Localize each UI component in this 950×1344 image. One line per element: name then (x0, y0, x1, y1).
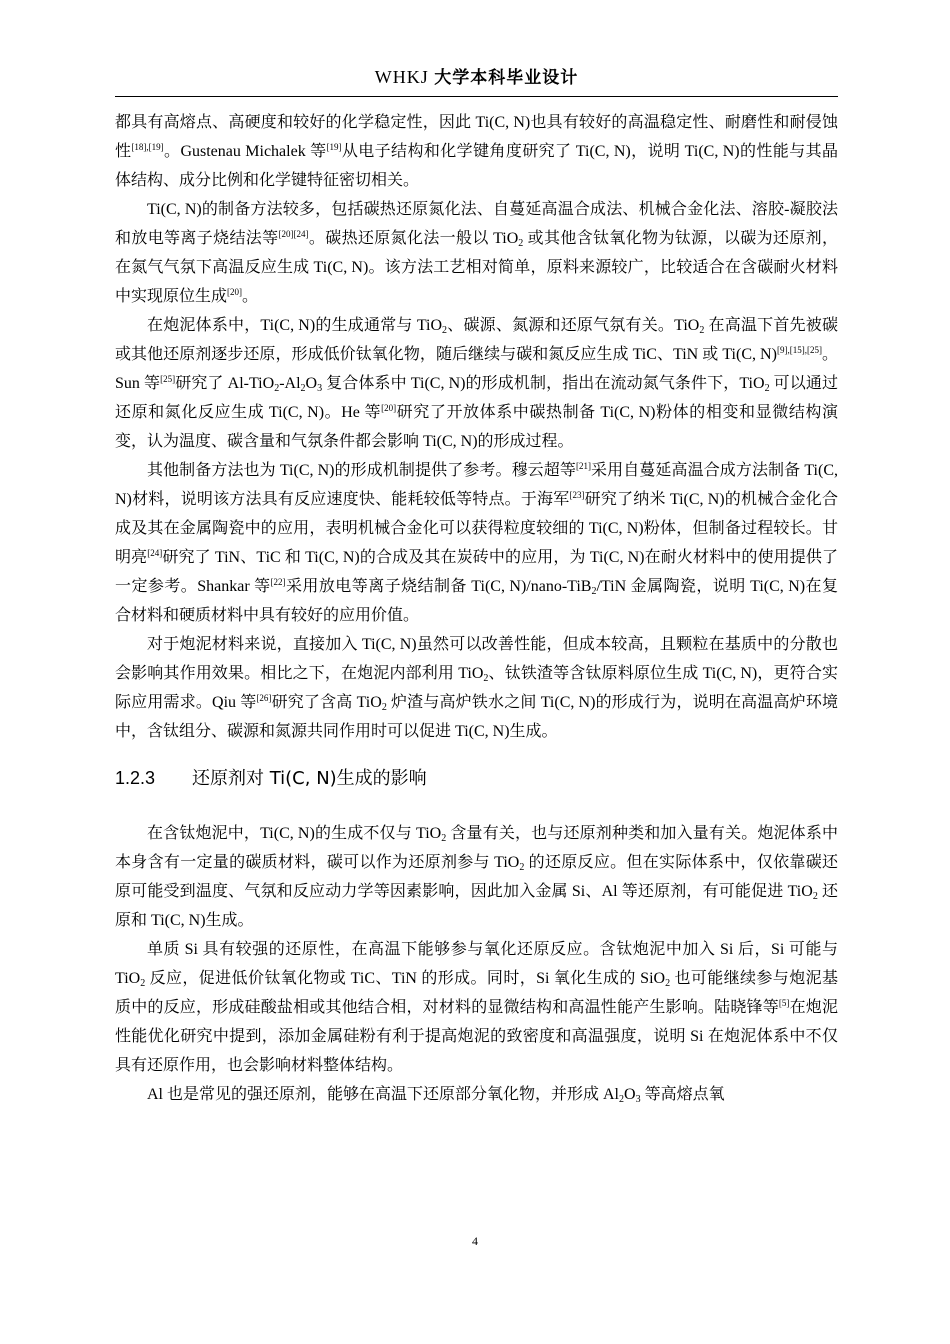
paragraph (115, 935, 838, 1080)
text-run: Al 也是常见的强还原剂，能够在高温下还原部分氧化物，并形成 Al (147, 1086, 620, 1103)
subscript: 2 (665, 978, 671, 989)
section-heading (115, 764, 838, 793)
header-org: WHKJ (374, 67, 429, 87)
text-run: 。碳热还原氮化法一般以 TiO (308, 230, 519, 247)
text-run: 研究了开放体系中碳热制备 Ti(C, N)粉体的相变和显微结构演变，认为温度、碳含量和气氛条件都会影响 Ti(C, N)的形成过程。 (115, 404, 838, 450)
text-run: O (624, 1086, 636, 1103)
paragraph (115, 456, 838, 630)
text-run: 还原和 Ti(C, N)生成。 (115, 883, 838, 929)
text-run: 都具有高熔点、高硬度和较好的化学稳定性，因此 Ti(C, N)也具有较好的高温稳定性、耐磨性和耐侵蚀性 (115, 114, 838, 160)
citation: [20][24] (278, 229, 309, 239)
text-run: 等高熔点氧 (640, 1086, 725, 1103)
subscript: 2 (812, 891, 818, 902)
text-run: 单质 Si 具有较强的还原性，在高温下能够参与氧化还原反应。含钛炮泥中加入 Si 后，Si 可能与 TiO (115, 941, 838, 987)
citation: [26] (256, 693, 272, 703)
text-run: 研究了 TiN、TiC 和 Ti(C, N)的合成及其在炭砖中的应用，为 Ti(C, N)在耐火材料中的使用提供了一定参考。Shankar 等 (115, 549, 838, 595)
subscript: 2 (591, 586, 597, 597)
citation: [19] (326, 142, 342, 152)
text-run: 、钛铁渣等含钛原料原位生成 Ti(C, N)，更符合实际应用需求。Qiu 等 (115, 665, 838, 711)
subscript: 2 (699, 325, 705, 336)
body-text (115, 108, 838, 1109)
text-run: 复合体系中 Ti(C, N)的形成机制，指出在流动氮气条件下，TiO (322, 375, 765, 392)
citation: [25] (160, 374, 176, 384)
subscript: 2 (519, 862, 525, 873)
paragraph (115, 195, 838, 311)
text-run: 研究了 Al-TiO (175, 375, 275, 392)
subscript: 2 (381, 702, 387, 713)
subscript: 2 (518, 238, 524, 249)
citation: [24] (147, 548, 163, 558)
text-run: 。Gustenau Michalek 等 (163, 143, 327, 160)
text-run: 采用放电等离子烧结制备 Ti(C, N)/nano-TiB (285, 578, 592, 595)
text-run: 在炮泥体系中，Ti(C, N)的生成通常与 TiO (147, 317, 443, 334)
citation: [18],[19] (131, 142, 164, 152)
subscript: 2 (140, 978, 146, 989)
text-run: 研究了纳米 Ti(C, N)的机械合金化合成及其在金属陶瓷中的应用，表明机械合金化可以获得粒度较细的 Ti(C, N)粉体，但制备过程较长。甘明亮 (115, 491, 838, 566)
citation: [9],[15],[25] (776, 345, 822, 355)
text-run: -Al (279, 375, 301, 392)
text-run: 反应，促进低价钛氧化物或 TiC、TiN 的形成。同时，Si 氧化生成的 SiO (145, 970, 666, 987)
text-run: 的还原反应。但在实际体系中，仅依靠碳还原可能受到温度、气氛和反应动力学等因素影响，因此加入金属 Si、Al 等还原剂，有可能促进 TiO (115, 854, 838, 900)
page-header (115, 64, 838, 91)
text-run: /TiN 金属陶瓷，说明 Ti(C, N)在复合材料和硬质材料中具有较好的应用价值。 (115, 578, 838, 624)
subscript: 2 (441, 833, 447, 844)
section-number: 1.2.3 (115, 768, 156, 788)
subscript: 2 (274, 383, 280, 394)
section-title: 还原剂对 Ti(C, N)生成的影响 (192, 768, 427, 789)
text-run: 含量有关，也与还原剂种类和加入量有关。炮泥体系中本身含有一定量的碳质材料，碳可以作为还原剂参与 TiO (115, 825, 838, 871)
text-run: 研究了含高 TiO (271, 694, 382, 711)
subscript: 2 (483, 673, 489, 684)
paragraph (115, 819, 838, 935)
text-run: 、碳源、氮源和还原气氛有关。TiO (447, 317, 700, 334)
text-run: 也可能继续参与炮泥基质中的反应，形成硅酸盐相或其他结合相，对材料的显微结构和高温性能产生影响。陆晓锋等 (115, 970, 838, 1016)
citation: [22] (270, 577, 286, 587)
text-run: 在高温下首先被碳或其他还原剂逐步还原，形成低价钛氧化物，随后继续与碳和氮反应生成 TiC、TiN 或 Ti(C, N) (115, 317, 838, 363)
text-run: 。Sun 等 (115, 346, 838, 392)
page-number: 4 (472, 1234, 478, 1248)
subscript: 2 (442, 325, 448, 336)
subscript: 2 (764, 383, 770, 394)
subscript: 3 (317, 383, 323, 394)
text-run: 在含钛炮泥中，Ti(C, N)的生成不仅与 TiO (147, 825, 442, 842)
subscript: 2 (300, 383, 306, 394)
text-run: 采用自蔓延高温合成方法制备 Ti(C, N)材料，说明该方法具有反应速度快、能耗较低等特点。于海军 (115, 462, 838, 508)
citation: [20] (227, 287, 243, 297)
header-title: 大学本科毕业设计 (434, 68, 579, 88)
text-run: 在炮泥性能优化研究中提到，添加金属硅粉有利于提高炮泥的致密度和高温强度，说明 Si 在炮泥体系中不仅具有还原作用，也会影响材料整体结构。 (115, 999, 838, 1074)
text-run: 炉渣与高炉铁水之间 Ti(C, N)的形成行为，说明在高温高炉环境中，含钛组分、碳源和氮源共同作用时可以促进 Ti(C, N)生成。 (115, 694, 838, 740)
citation: [20] (381, 403, 397, 413)
paragraph (115, 311, 838, 456)
text-run: 可以通过还原和氮化反应生成 Ti(C, N)。He 等 (115, 375, 838, 421)
paragraph (115, 108, 838, 195)
text-run: 其他制备方法也为 Ti(C, N)的形成机制提供了参考。穆云超等 (147, 462, 576, 479)
citation: [23] (569, 490, 585, 500)
citation: [5] (778, 998, 790, 1008)
text-run: 从电子结构和化学键角度研究了 Ti(C, N)，说明 Ti(C, N)的性能与其晶体结构、成分比例和化学键特征密切相关。 (115, 143, 838, 189)
text-run: O (305, 375, 318, 392)
subscript: 3 (635, 1094, 641, 1105)
paragraph (115, 630, 838, 746)
header-divider (115, 96, 838, 97)
text-run: 或其他含钛氧化物为钛源，以碳为还原剂，在氮气气氛下高温反应生成 Ti(C, N)。该方法工艺相对简单，原料来源较广，比较适合在含碳耐火材料中实现原位生成 (115, 230, 838, 305)
citation: [21] (575, 461, 591, 471)
subscript: 2 (619, 1094, 625, 1105)
text-run: 。 (242, 288, 259, 305)
text-run: 对于炮泥材料来说，直接加入 Ti(C, N)虽然可以改善性能，但成本较高，且颗粒在基质中的分散也会影响其作用效果。相比之下，在炮泥内部利用 TiO (115, 636, 838, 682)
paragraph (115, 1080, 838, 1109)
text-run: Ti(C, N)的制备方法较多，包括碳热还原氮化法、自蔓延高温合成法、机械合金化法、溶胶-凝胶法和放电等离子烧结法等 (115, 201, 838, 247)
